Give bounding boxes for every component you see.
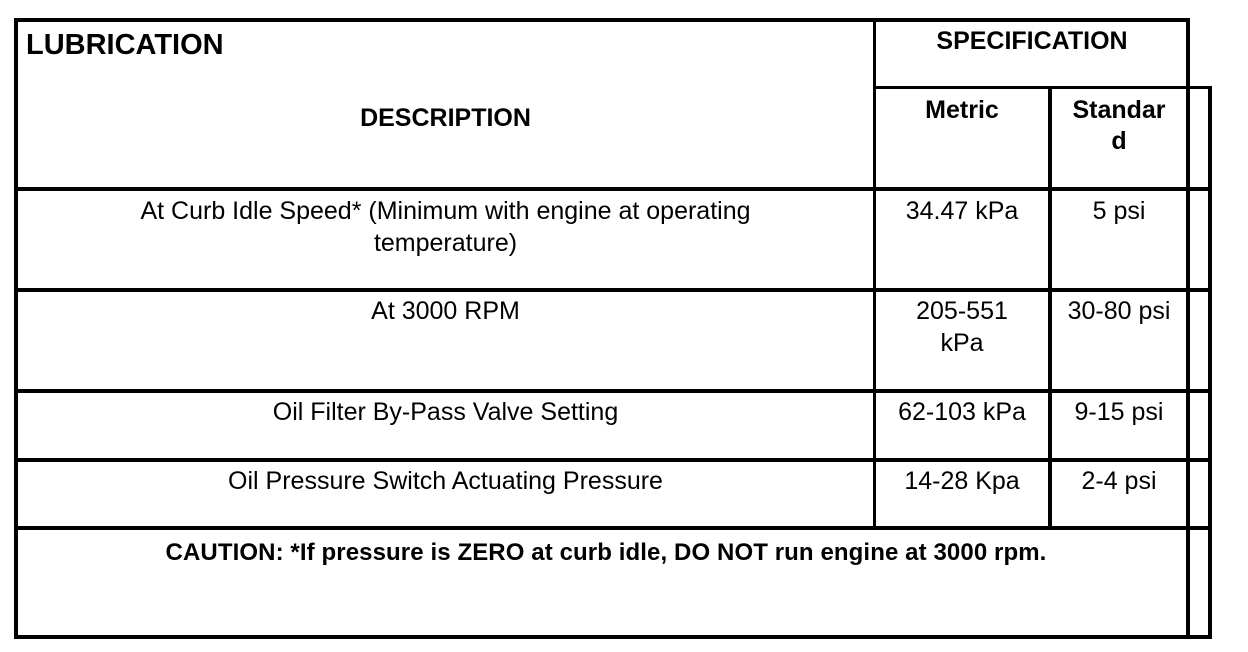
standard-header-line2: d [1111, 127, 1127, 155]
description-header: DESCRIPTION [360, 104, 531, 132]
row-2-metric-line1: 205-551 [916, 297, 1008, 325]
row-1-description-line1: At Curb Idle Speed* (Minimum with engine at operating [140, 197, 751, 225]
row-1-standard: 5 psi [1092, 197, 1146, 225]
row-1-description-line2: temperature) [373, 229, 518, 257]
row-rule-3 [14, 458, 1212, 462]
table-border-bottom [14, 635, 1212, 639]
section-title: LUBRICATION [26, 29, 224, 61]
row-rule-1 [14, 288, 1212, 292]
specification-header: SPECIFICATION [936, 27, 1128, 55]
row-rule-2 [14, 389, 1212, 393]
metric-header: Metric [925, 96, 999, 124]
header-bottom-rule [14, 187, 1212, 191]
row-3-metric: 62-103 kPa [898, 398, 1026, 426]
caution-note: CAUTION: *If pressure is ZERO at curb idle, DO NOT run engine at 3000 rpm. [165, 539, 1047, 566]
row-2-metric-line2: kPa [940, 329, 984, 357]
outer-border-right [1208, 88, 1212, 639]
row-3-description: Oil Filter By-Pass Valve Setting [272, 398, 619, 426]
standard-header-line1: Standar [1072, 96, 1166, 124]
table-border-top [14, 18, 1190, 22]
row-4-standard: 2-4 psi [1081, 467, 1157, 495]
row-1-metric: 34.47 kPa [905, 197, 1019, 225]
row-rule-4 [14, 526, 1212, 530]
row-2-description: At 3000 RPM [371, 297, 520, 325]
spec-header-rule [874, 86, 1212, 89]
row-4-description: Oil Pressure Switch Actuating Pressure [228, 467, 663, 495]
row-4-metric: 14-28 Kpa [904, 467, 1020, 495]
row-3-standard: 9-15 psi [1074, 398, 1164, 426]
row-2-standard: 30-80 psi [1067, 297, 1171, 325]
